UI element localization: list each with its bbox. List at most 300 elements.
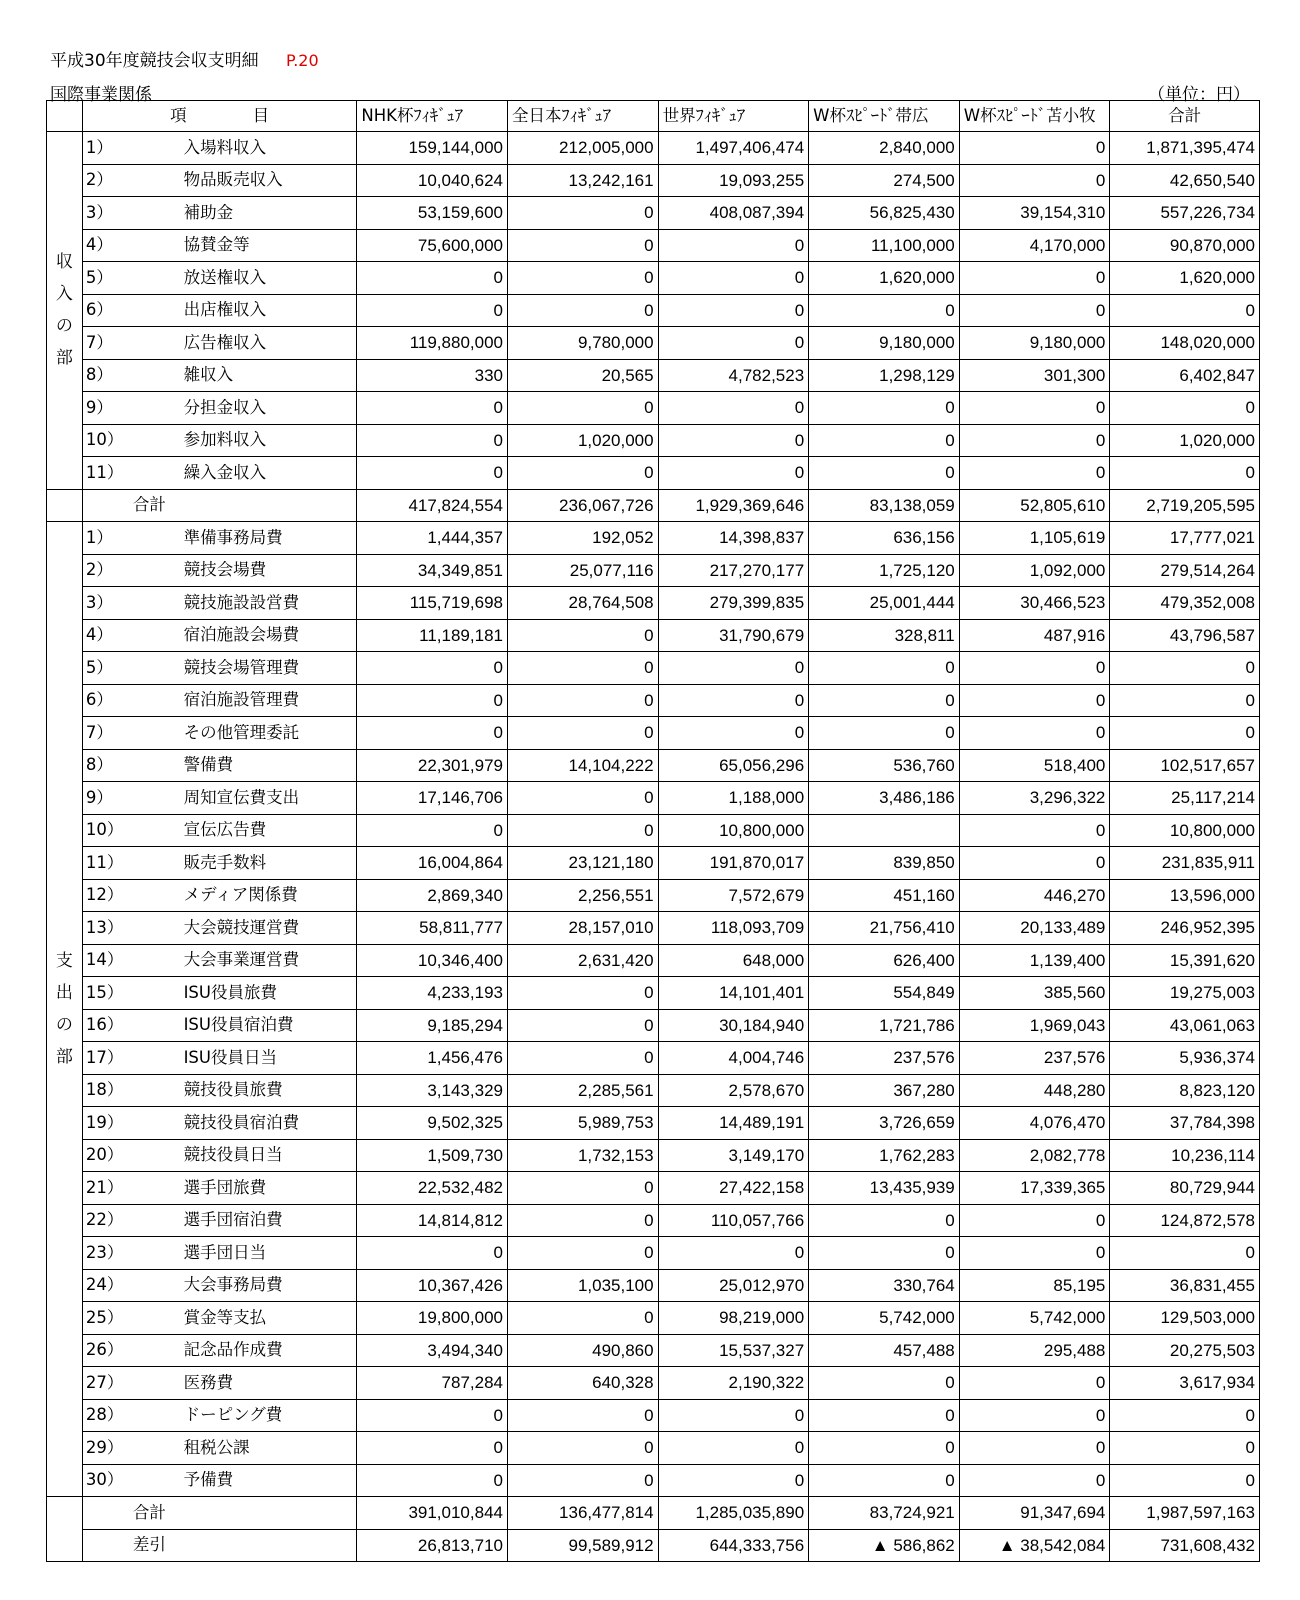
- row-number: 6）: [82, 294, 133, 327]
- value-cell: 17,777,021: [1110, 522, 1260, 555]
- value-cell: 330,764: [809, 1269, 960, 1302]
- expense-category: 支 出 の 部: [47, 522, 83, 1497]
- value-cell: 159,144,000: [357, 132, 508, 165]
- table-row: [47, 1367, 1260, 1400]
- table-row: [47, 424, 1260, 457]
- value-cell: 0: [959, 294, 1110, 327]
- value-cell: 2,840,000: [809, 132, 960, 165]
- value-cell: 0: [959, 392, 1110, 425]
- value-cell: 3,486,186: [809, 782, 960, 815]
- value-cell: 124,872,578: [1110, 1204, 1260, 1237]
- value-cell: 0: [1110, 717, 1260, 750]
- value-cell: 1,092,000: [959, 554, 1110, 587]
- value-cell: 19,093,255: [658, 164, 809, 197]
- total-blank: [47, 1497, 83, 1562]
- value-cell: 1,497,406,474: [658, 132, 809, 165]
- value-cell: 274,500: [809, 164, 960, 197]
- page-reference: P.20: [286, 51, 319, 70]
- value-cell: 0: [959, 262, 1110, 295]
- value-cell: 0: [507, 977, 658, 1010]
- value-cell: 0: [507, 619, 658, 652]
- value-cell: 3,143,329: [357, 1074, 508, 1107]
- value-cell: 10,800,000: [658, 814, 809, 847]
- value-cell: 0: [357, 1237, 508, 1270]
- row-number: 25）: [82, 1302, 133, 1335]
- row-label: 補助金: [134, 197, 357, 230]
- value-cell: 231,835,911: [1110, 847, 1260, 880]
- row-label: 選手団旅費: [134, 1172, 357, 1205]
- table-row: [47, 879, 1260, 912]
- value-cell: 2,578,670: [658, 1074, 809, 1107]
- value-cell: 0: [357, 424, 508, 457]
- value-cell: 0: [507, 229, 658, 262]
- value-cell: 36,831,455: [1110, 1269, 1260, 1302]
- header-col-all-japan: 全日本ﾌｨｷﾞｭｱ: [507, 101, 658, 132]
- value-cell: 31,790,679: [658, 619, 809, 652]
- value-cell: 3,296,322: [959, 782, 1110, 815]
- table-row: [47, 132, 1260, 165]
- value-cell: 0: [357, 262, 508, 295]
- row-number: 3）: [82, 587, 133, 620]
- row-label: 賞金等支払: [134, 1302, 357, 1335]
- value-cell: 91,347,694: [959, 1497, 1110, 1530]
- row-number: 16）: [82, 1009, 133, 1042]
- value-cell: 0: [959, 1204, 1110, 1237]
- row-label: 租税公課: [134, 1432, 357, 1465]
- value-cell: 0: [357, 1464, 508, 1497]
- value-cell: 85,195: [959, 1269, 1110, 1302]
- total-blank: [47, 489, 83, 522]
- row-label: 記念品作成費: [134, 1334, 357, 1367]
- table-row: [47, 619, 1260, 652]
- value-cell: 0: [507, 1237, 658, 1270]
- value-cell: 367,280: [809, 1074, 960, 1107]
- row-number: 4）: [82, 619, 133, 652]
- row-number: 14）: [82, 944, 133, 977]
- balance-row: [47, 1529, 1260, 1562]
- value-cell: 1,444,357: [357, 522, 508, 555]
- row-label: 物品販売収入: [134, 164, 357, 197]
- value-cell: 9,502,325: [357, 1107, 508, 1140]
- value-cell: 0: [1110, 1432, 1260, 1465]
- value-cell: 13,435,939: [809, 1172, 960, 1205]
- row-label: 広告権収入: [134, 327, 357, 360]
- value-cell: 385,560: [959, 977, 1110, 1010]
- value-cell: 0: [658, 262, 809, 295]
- value-cell: 0: [959, 424, 1110, 457]
- row-label: 競技役員宿泊費: [134, 1107, 357, 1140]
- value-cell: 4,076,470: [959, 1107, 1110, 1140]
- value-cell: 14,814,812: [357, 1204, 508, 1237]
- value-cell: 446,270: [959, 879, 1110, 912]
- value-cell: 1,969,043: [959, 1009, 1110, 1042]
- row-number: 30）: [82, 1464, 133, 1497]
- row-label: ISU役員日当: [134, 1042, 357, 1075]
- value-cell: 0: [658, 392, 809, 425]
- value-cell: 83,724,921: [809, 1497, 960, 1530]
- row-label: 競技施設設営費: [134, 587, 357, 620]
- row-number: 11）: [82, 457, 133, 490]
- table-row: [47, 327, 1260, 360]
- value-cell: 246,952,395: [1110, 912, 1260, 945]
- value-cell: 9,180,000: [959, 327, 1110, 360]
- value-cell: 3,149,170: [658, 1139, 809, 1172]
- value-cell: 8,823,120: [1110, 1074, 1260, 1107]
- value-cell: 4,170,000: [959, 229, 1110, 262]
- value-cell: 0: [809, 1464, 960, 1497]
- value-cell: 10,346,400: [357, 944, 508, 977]
- table-row: [47, 1042, 1260, 1075]
- table-row: [47, 847, 1260, 880]
- row-number: 28）: [82, 1399, 133, 1432]
- value-cell: 23,121,180: [507, 847, 658, 880]
- value-cell: 192,052: [507, 522, 658, 555]
- document-title: [50, 46, 319, 71]
- balance-label: 差引: [82, 1529, 357, 1562]
- value-cell: 0: [658, 229, 809, 262]
- value-cell: 0: [959, 1399, 1110, 1432]
- row-label: 準備事務局費: [134, 522, 357, 555]
- value-cell: 457,488: [809, 1334, 960, 1367]
- value-cell: 0: [809, 1432, 960, 1465]
- value-cell: 14,104,222: [507, 749, 658, 782]
- value-cell: 52,805,610: [959, 489, 1110, 522]
- value-cell: 1,721,786: [809, 1009, 960, 1042]
- value-cell: 5,742,000: [959, 1302, 1110, 1335]
- value-cell: 0: [658, 1237, 809, 1270]
- value-cell: 0: [658, 457, 809, 490]
- table-row: [47, 814, 1260, 847]
- value-cell: 28,764,508: [507, 587, 658, 620]
- value-cell: 648,000: [658, 944, 809, 977]
- row-number: 8）: [82, 749, 133, 782]
- row-label: 大会競技運営費: [134, 912, 357, 945]
- income-category: 収 入 の 部: [47, 132, 83, 490]
- header-col-tomakomai: W杯ｽﾋﾟｰﾄﾞ苫小牧: [959, 101, 1110, 132]
- value-cell: 0: [959, 1237, 1110, 1270]
- value-cell: 0: [809, 1237, 960, 1270]
- table-row: [47, 1074, 1260, 1107]
- value-cell: 2,631,420: [507, 944, 658, 977]
- value-cell: 110,057,766: [658, 1204, 809, 1237]
- value-cell: 58,811,777: [357, 912, 508, 945]
- row-number: 10）: [82, 424, 133, 457]
- value-cell: ▲ 38,542,084: [959, 1529, 1110, 1562]
- table-row: [47, 1432, 1260, 1465]
- row-label: 競技会場費: [134, 554, 357, 587]
- table-row: [47, 522, 1260, 555]
- value-cell: 0: [507, 1302, 658, 1335]
- value-cell: 417,824,554: [357, 489, 508, 522]
- value-cell: 118,093,709: [658, 912, 809, 945]
- value-cell: 3,617,934: [1110, 1367, 1260, 1400]
- value-cell: 1,725,120: [809, 554, 960, 587]
- row-number: 9）: [82, 392, 133, 425]
- value-cell: 518,400: [959, 749, 1110, 782]
- row-number: 12）: [82, 879, 133, 912]
- value-cell: 0: [658, 684, 809, 717]
- row-label: 医務費: [134, 1367, 357, 1400]
- row-number: 8）: [82, 359, 133, 392]
- row-number: 10）: [82, 814, 133, 847]
- value-cell: 295,488: [959, 1334, 1110, 1367]
- row-number: 7）: [82, 327, 133, 360]
- value-cell: 0: [658, 1399, 809, 1432]
- row-label: ISU役員旅費: [134, 977, 357, 1010]
- value-cell: 237,576: [959, 1042, 1110, 1075]
- value-cell: 0: [357, 717, 508, 750]
- value-cell: 2,082,778: [959, 1139, 1110, 1172]
- table-row: [47, 1302, 1260, 1335]
- value-cell: 3,726,659: [809, 1107, 960, 1140]
- value-cell: 0: [507, 294, 658, 327]
- value-cell: 451,160: [809, 879, 960, 912]
- table-row: [47, 229, 1260, 262]
- value-cell: 0: [507, 1464, 658, 1497]
- value-cell: 0: [357, 814, 508, 847]
- value-cell: 1,732,153: [507, 1139, 658, 1172]
- row-label: 宿泊施設管理費: [134, 684, 357, 717]
- value-cell: 5,989,753: [507, 1107, 658, 1140]
- value-cell: 83,138,059: [809, 489, 960, 522]
- table-row: [47, 262, 1260, 295]
- value-cell: 0: [809, 1399, 960, 1432]
- value-cell: 0: [357, 392, 508, 425]
- value-cell: 0: [809, 1367, 960, 1400]
- value-cell: 0: [658, 652, 809, 685]
- value-cell: 0: [507, 1204, 658, 1237]
- value-cell: 0: [809, 1204, 960, 1237]
- header-row: [47, 101, 1260, 132]
- value-cell: 0: [357, 457, 508, 490]
- value-cell: 22,301,979: [357, 749, 508, 782]
- section-label: 国際事業関係: [50, 85, 152, 105]
- value-cell: 0: [507, 1009, 658, 1042]
- value-cell: 9,780,000: [507, 327, 658, 360]
- row-number: 21）: [82, 1172, 133, 1205]
- total-label: 合計: [82, 489, 357, 522]
- value-cell: 0: [658, 294, 809, 327]
- row-number: 3）: [82, 197, 133, 230]
- value-cell: 80,729,944: [1110, 1172, 1260, 1205]
- row-label: その他管理委託: [134, 717, 357, 750]
- value-cell: 0: [507, 814, 658, 847]
- value-cell: 0: [1110, 294, 1260, 327]
- value-cell: 7,572,679: [658, 879, 809, 912]
- value-cell: 19,800,000: [357, 1302, 508, 1335]
- row-number: 17）: [82, 1042, 133, 1075]
- table-row: [47, 359, 1260, 392]
- value-cell: 30,466,523: [959, 587, 1110, 620]
- value-cell: 1,929,369,646: [658, 489, 809, 522]
- table-row: [47, 944, 1260, 977]
- value-cell: 0: [507, 197, 658, 230]
- value-cell: 98,219,000: [658, 1302, 809, 1335]
- value-cell: 148,020,000: [1110, 327, 1260, 360]
- value-cell: 0: [959, 684, 1110, 717]
- row-label: 選手団宿泊費: [134, 1204, 357, 1237]
- value-cell: 20,275,503: [1110, 1334, 1260, 1367]
- value-cell: 391,010,844: [357, 1497, 508, 1530]
- value-cell: 14,489,191: [658, 1107, 809, 1140]
- value-cell: 16,004,864: [357, 847, 508, 880]
- value-cell: 15,391,620: [1110, 944, 1260, 977]
- value-cell: 1,105,619: [959, 522, 1110, 555]
- value-cell: 3,494,340: [357, 1334, 508, 1367]
- header-col-obihiro: W杯ｽﾋﾟｰﾄﾞ帯広: [809, 101, 960, 132]
- row-number: 1）: [82, 132, 133, 165]
- header-blank: [47, 101, 83, 132]
- row-number: 20）: [82, 1139, 133, 1172]
- row-label: 競技会場管理費: [134, 652, 357, 685]
- value-cell: 1,020,000: [1110, 424, 1260, 457]
- value-cell: 10,367,426: [357, 1269, 508, 1302]
- value-cell: 56,825,430: [809, 197, 960, 230]
- value-cell: 5,742,000: [809, 1302, 960, 1335]
- table-row: [47, 197, 1260, 230]
- value-cell: 2,256,551: [507, 879, 658, 912]
- value-cell: 448,280: [959, 1074, 1110, 1107]
- value-cell: 0: [357, 684, 508, 717]
- value-cell: 0: [959, 717, 1110, 750]
- value-cell: 10,236,114: [1110, 1139, 1260, 1172]
- table-row: [47, 1139, 1260, 1172]
- value-cell: 1,285,035,890: [658, 1497, 809, 1530]
- value-cell: 2,719,205,595: [1110, 489, 1260, 522]
- value-cell: 43,796,587: [1110, 619, 1260, 652]
- row-label: 選手団日当: [134, 1237, 357, 1270]
- value-cell: 2,285,561: [507, 1074, 658, 1107]
- value-cell: 102,517,657: [1110, 749, 1260, 782]
- value-cell: 25,077,116: [507, 554, 658, 587]
- table-row: [47, 977, 1260, 1010]
- table-row: [47, 1172, 1260, 1205]
- value-cell: 0: [809, 652, 960, 685]
- value-cell: 37,784,398: [1110, 1107, 1260, 1140]
- value-cell: 487,916: [959, 619, 1110, 652]
- value-cell: 27,422,158: [658, 1172, 809, 1205]
- value-cell: 839,850: [809, 847, 960, 880]
- value-cell: 1,762,283: [809, 1139, 960, 1172]
- value-cell: 236,067,726: [507, 489, 658, 522]
- table-row: [47, 684, 1260, 717]
- value-cell: 11,100,000: [809, 229, 960, 262]
- value-cell: 301,300: [959, 359, 1110, 392]
- value-cell: 636,156: [809, 522, 960, 555]
- value-cell: 237,576: [809, 1042, 960, 1075]
- unit-label: （単位：円）: [1148, 85, 1250, 105]
- value-cell: 4,233,193: [357, 977, 508, 1010]
- table-row: [47, 1237, 1260, 1270]
- row-number: 27）: [82, 1367, 133, 1400]
- value-cell: 9,180,000: [809, 327, 960, 360]
- value-cell: 557,226,734: [1110, 197, 1260, 230]
- value-cell: 2,190,322: [658, 1367, 809, 1400]
- row-label: 宿泊施設会場費: [134, 619, 357, 652]
- row-label: ISU役員宿泊費: [134, 1009, 357, 1042]
- row-number: 22）: [82, 1204, 133, 1237]
- value-cell: 34,349,851: [357, 554, 508, 587]
- value-cell: 39,154,310: [959, 197, 1110, 230]
- row-label: 繰入金収入: [134, 457, 357, 490]
- value-cell: ▲ 586,862: [809, 1529, 960, 1562]
- value-cell: 644,333,756: [658, 1529, 809, 1562]
- value-cell: 0: [959, 847, 1110, 880]
- value-cell: 90,870,000: [1110, 229, 1260, 262]
- value-cell: 30,184,940: [658, 1009, 809, 1042]
- value-cell: 99,589,912: [507, 1529, 658, 1562]
- header-col-total: 合計: [1110, 101, 1260, 132]
- row-number: 15）: [82, 977, 133, 1010]
- value-cell: 1,139,400: [959, 944, 1110, 977]
- value-cell: 75,600,000: [357, 229, 508, 262]
- row-label: 警備費: [134, 749, 357, 782]
- value-cell: 212,005,000: [507, 132, 658, 165]
- value-cell: 217,270,177: [658, 554, 809, 587]
- value-cell: 0: [658, 1464, 809, 1497]
- value-cell: 0: [959, 814, 1110, 847]
- row-label: 入場料収入: [134, 132, 357, 165]
- value-cell: 0: [1110, 457, 1260, 490]
- value-cell: 0: [658, 717, 809, 750]
- value-cell: 0: [959, 652, 1110, 685]
- value-cell: 640,328: [507, 1367, 658, 1400]
- value-cell: 1,035,100: [507, 1269, 658, 1302]
- value-cell: 0: [507, 1399, 658, 1432]
- table-row: [47, 782, 1260, 815]
- value-cell: 129,503,000: [1110, 1302, 1260, 1335]
- value-cell: 0: [959, 1464, 1110, 1497]
- value-cell: 0: [809, 457, 960, 490]
- value-cell: 731,608,432: [1110, 1529, 1260, 1562]
- value-cell: 0: [357, 294, 508, 327]
- value-cell: 65,056,296: [658, 749, 809, 782]
- value-cell: 0: [507, 457, 658, 490]
- title-text: 平成30年度競技会収支明細: [50, 51, 259, 71]
- value-cell: 4,004,746: [658, 1042, 809, 1075]
- value-cell: 0: [507, 262, 658, 295]
- value-cell: 25,012,970: [658, 1269, 809, 1302]
- value-cell: 53,159,600: [357, 197, 508, 230]
- table-row: [47, 1334, 1260, 1367]
- value-cell: 28,157,010: [507, 912, 658, 945]
- value-cell: 0: [1110, 392, 1260, 425]
- value-cell: 1,188,000: [658, 782, 809, 815]
- row-number: 1）: [82, 522, 133, 555]
- table-row: [47, 457, 1260, 490]
- value-cell: 536,760: [809, 749, 960, 782]
- value-cell: 14,101,401: [658, 977, 809, 1010]
- value-cell: 0: [959, 457, 1110, 490]
- value-cell: 0: [507, 717, 658, 750]
- value-cell: 43,061,063: [1110, 1009, 1260, 1042]
- row-label: 分担金収入: [134, 392, 357, 425]
- row-label: メディア関係費: [134, 879, 357, 912]
- value-cell: 479,352,008: [1110, 587, 1260, 620]
- value-cell: [809, 814, 960, 847]
- row-number: 11）: [82, 847, 133, 880]
- value-cell: 0: [507, 1432, 658, 1465]
- value-cell: 0: [959, 164, 1110, 197]
- value-cell: 136,477,814: [507, 1497, 658, 1530]
- value-cell: 4,782,523: [658, 359, 809, 392]
- value-cell: 14,398,837: [658, 522, 809, 555]
- value-cell: 17,339,365: [959, 1172, 1110, 1205]
- row-number: 26）: [82, 1334, 133, 1367]
- value-cell: 19,275,003: [1110, 977, 1260, 1010]
- value-cell: 115,719,698: [357, 587, 508, 620]
- row-label: 宣伝広告費: [134, 814, 357, 847]
